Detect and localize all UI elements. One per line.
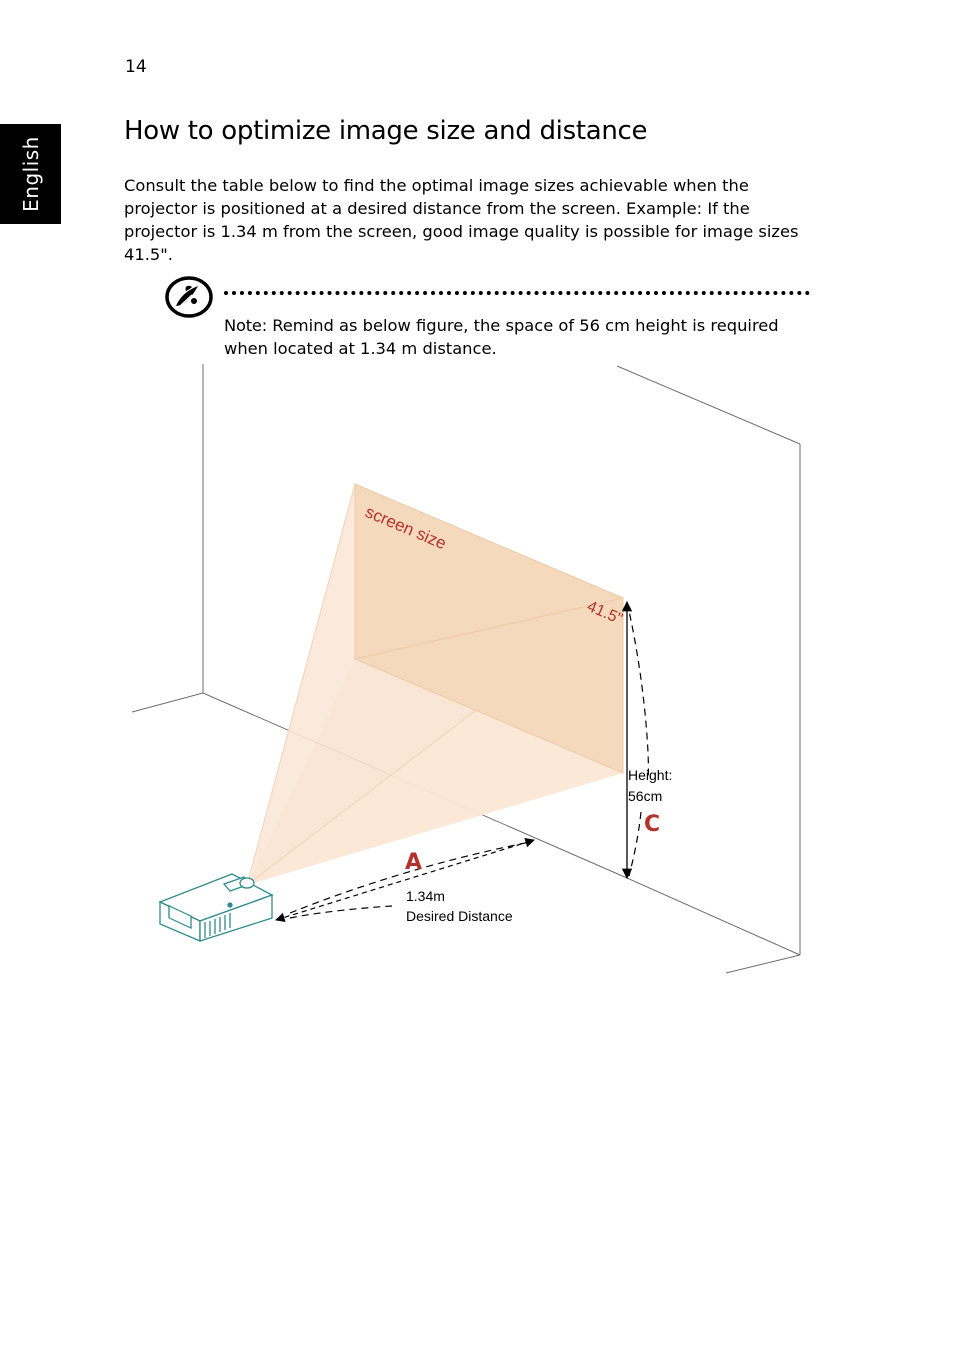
height-dashed-arc-lower [629, 812, 641, 876]
distance-value: 1.34m [406, 888, 445, 904]
marker-a: A [405, 850, 423, 875]
height-dashed-arc [627, 602, 648, 780]
note-label: Note: [224, 316, 268, 335]
note-body: Remind as below figure, the space of 56 cm height is required when located at 1.34 m distance. [224, 316, 779, 358]
floor-left-edge [132, 693, 203, 712]
ceiling-edge [617, 366, 800, 444]
distance-dashed-arc-lower [290, 906, 392, 918]
diagonal-size-label: 41.5" [584, 598, 625, 629]
floor-right-edge [726, 955, 800, 973]
projector-icon [160, 874, 272, 941]
height-label-line1: Height: [628, 767, 673, 783]
intro-paragraph: Consult the table below to find the optimal image sizes achievable when the projector is positioned at a desired distance from the screen. Example: If the projector is 1.34 m from the screen, good image quality is possible for image sizes 41.5". [124, 176, 799, 264]
side-tab-label: English [18, 136, 43, 212]
screen-size-label: screen size [362, 502, 450, 554]
distance-label: Desired Distance [406, 908, 513, 924]
page-number: 14 [125, 57, 147, 77]
section-title: How to optimize image size and distance [124, 116, 648, 146]
marker-c: C [644, 812, 661, 837]
floor-wall-edge-right [627, 878, 800, 955]
height-label-line2: 56cm [628, 788, 663, 804]
